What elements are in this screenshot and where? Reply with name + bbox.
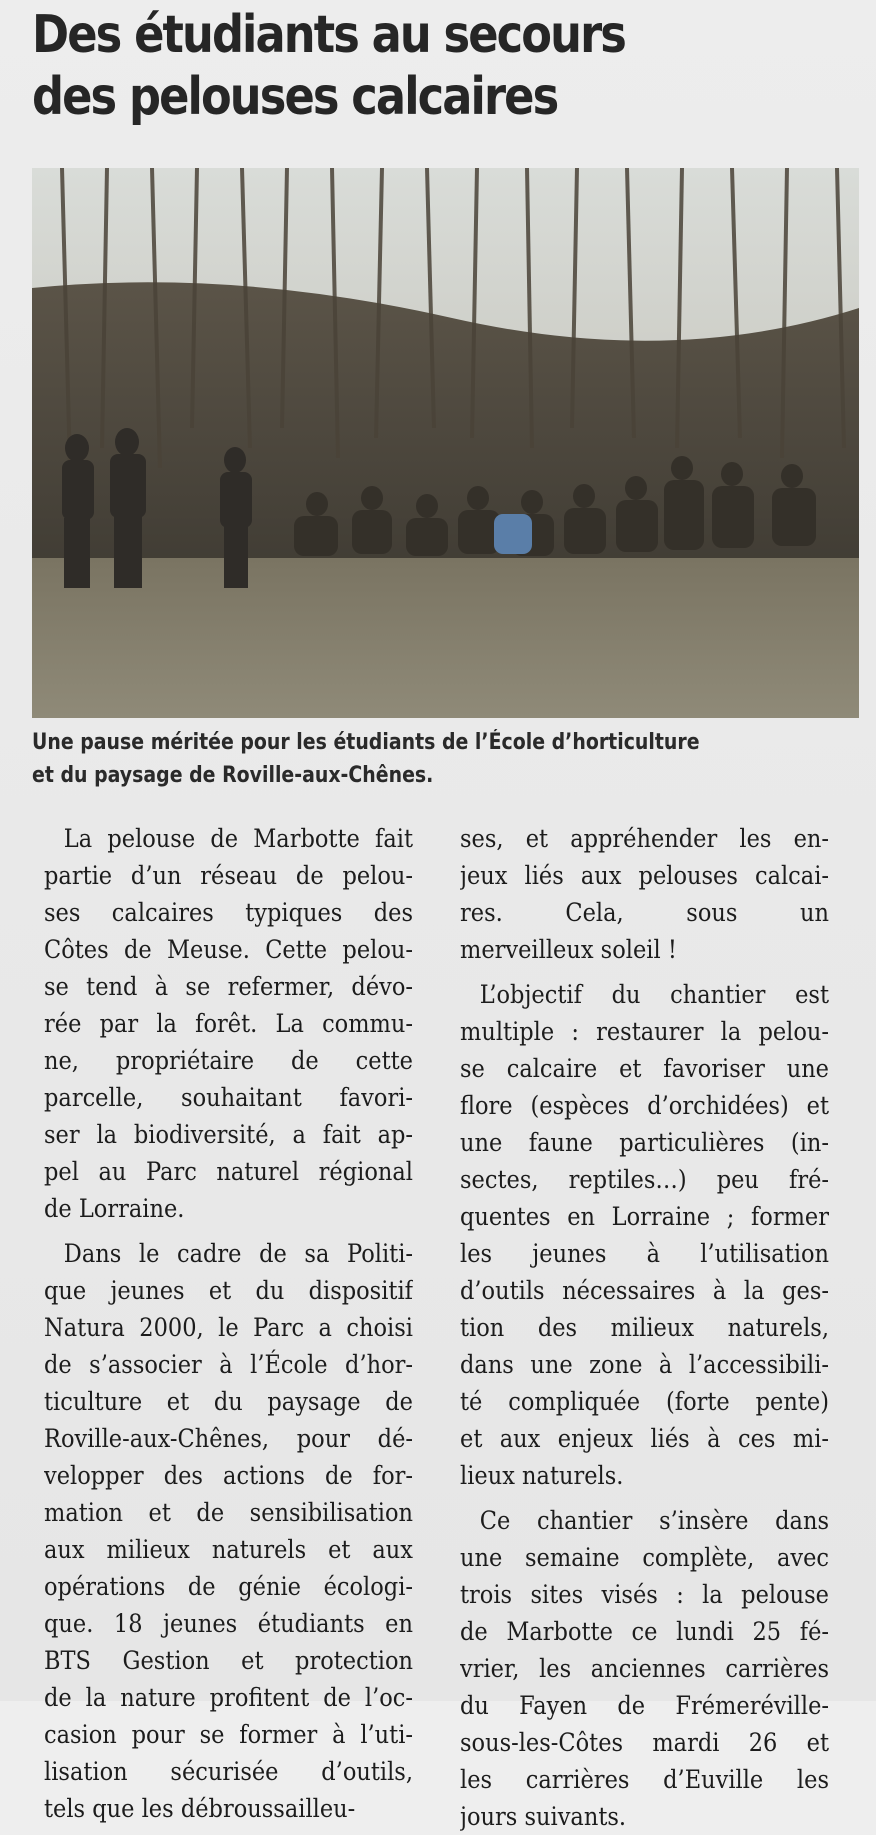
headline-line-2: des pelouses calcaires xyxy=(32,67,558,127)
caption-line-1: Une pause méritée pour les étudiants de l’École d’horticulture xyxy=(32,730,700,755)
paragraph-gap xyxy=(44,1227,413,1235)
article-line: merveilleux soleil ! xyxy=(460,935,677,964)
article-line: BTS Gestion et protection xyxy=(44,1646,413,1675)
article-line: Côtes de Meuse. Cette pelou- xyxy=(44,935,413,964)
article-line: se tend à se refermer, dévo- xyxy=(44,972,413,1001)
article-line: parcelle, souhaitant favori- xyxy=(44,1083,413,1112)
article-line: res. Cela, sous un xyxy=(460,898,829,927)
article-line: casion pour se former à l’uti- xyxy=(44,1720,413,1749)
article-line: tels que les débroussailleu- xyxy=(44,1794,356,1823)
article-line: de Lorraine. xyxy=(44,1194,185,1223)
article-line: de la nature profitent de l’oc- xyxy=(44,1683,413,1712)
article-line: quentes en Lorraine ; former xyxy=(460,1202,829,1231)
article-line: aux milieux naturels et aux xyxy=(44,1535,413,1564)
article-line: velopper des actions de for- xyxy=(44,1461,413,1490)
article-line: et aux enjeux liés à ces mi- xyxy=(460,1424,829,1453)
article-column-right xyxy=(460,820,829,1835)
article-line: multiple : restaurer la pelou- xyxy=(460,1017,829,1046)
photo-caption xyxy=(32,726,746,792)
article-line: les carrières d’Euville les xyxy=(460,1765,829,1794)
article-line: ser la biodiversité, a fait ap- xyxy=(44,1120,413,1149)
article-line: jeux liés aux pelouses calcai- xyxy=(460,861,829,890)
article-line: ses, et appréhender les en- xyxy=(460,824,829,853)
article-line: que. 18 jeunes étudiants en xyxy=(44,1609,413,1638)
article-line: mation et de sensibilisation xyxy=(44,1498,413,1527)
article-line: vrier, les anciennes carrières xyxy=(460,1654,829,1683)
article-line: pel au Parc naturel régional xyxy=(44,1157,413,1186)
article-line: ticulture et du paysage de xyxy=(44,1387,413,1416)
article-line: Ce chantier s’insère dans xyxy=(479,1506,829,1535)
article-line: trois sites visés : la pelouse xyxy=(460,1580,829,1609)
article-line: Roville-aux-Chênes, pour dé- xyxy=(44,1424,413,1453)
paragraph-gap xyxy=(460,968,829,976)
article-line: ne, propriétaire de cette xyxy=(44,1046,413,1075)
article-line: rée par la forêt. La commu- xyxy=(44,1009,413,1038)
article-line: opérations de génie écologi- xyxy=(44,1572,413,1601)
article-line: une semaine complète, avec xyxy=(460,1543,829,1572)
article-line: tion des milieux naturels, xyxy=(460,1313,829,1342)
group-photo xyxy=(32,168,859,718)
article-line: lisation sécurisée d’outils, xyxy=(44,1757,413,1786)
article-line: de s’associer à l’École d’hor- xyxy=(44,1350,413,1379)
caption-line-2: et du paysage de Roville-aux-Chênes. xyxy=(32,763,434,788)
article-line: sous-les-Côtes mardi 26 et xyxy=(460,1728,829,1757)
article-line: une faune particulières (in- xyxy=(460,1128,829,1157)
article-line: Dans le cadre de sa Politi- xyxy=(63,1239,413,1268)
article-line: té compliquée (forte pente) xyxy=(460,1387,829,1416)
article-line: La pelouse de Marbotte fait xyxy=(63,824,413,853)
article-line: Natura 2000, le Parc a choisi xyxy=(44,1313,413,1342)
article-line: sectes, reptiles…) peu fré- xyxy=(460,1165,829,1194)
article-line: que jeunes et du dispositif xyxy=(44,1276,413,1305)
article-line: L’objectif du chantier est xyxy=(479,980,829,1009)
paragraph-gap xyxy=(460,1494,829,1502)
article-line: partie d’un réseau de pelou- xyxy=(44,861,413,890)
article-line: du Fayen de Frémeréville- xyxy=(460,1691,829,1720)
article-line: d’outils nécessaires à la ges- xyxy=(460,1276,829,1305)
article-line: lieux naturels. xyxy=(460,1461,624,1490)
article-line: flore (espèces d’orchidées) et xyxy=(460,1091,829,1120)
article-line: dans une zone à l’accessibili- xyxy=(460,1350,829,1379)
article-line: les jeunes à l’utilisation xyxy=(460,1239,829,1268)
article-column-left xyxy=(44,820,413,1827)
headline-line-1: Des étudiants au secours xyxy=(32,5,625,65)
article-line: jours suivants. xyxy=(460,1802,627,1831)
article-line: se calcaire et favoriser une xyxy=(460,1054,829,1083)
article-headline xyxy=(32,4,737,128)
article-line: de Marbotte ce lundi 25 fé- xyxy=(460,1617,829,1646)
article-line: ses calcaires typiques des xyxy=(44,898,413,927)
